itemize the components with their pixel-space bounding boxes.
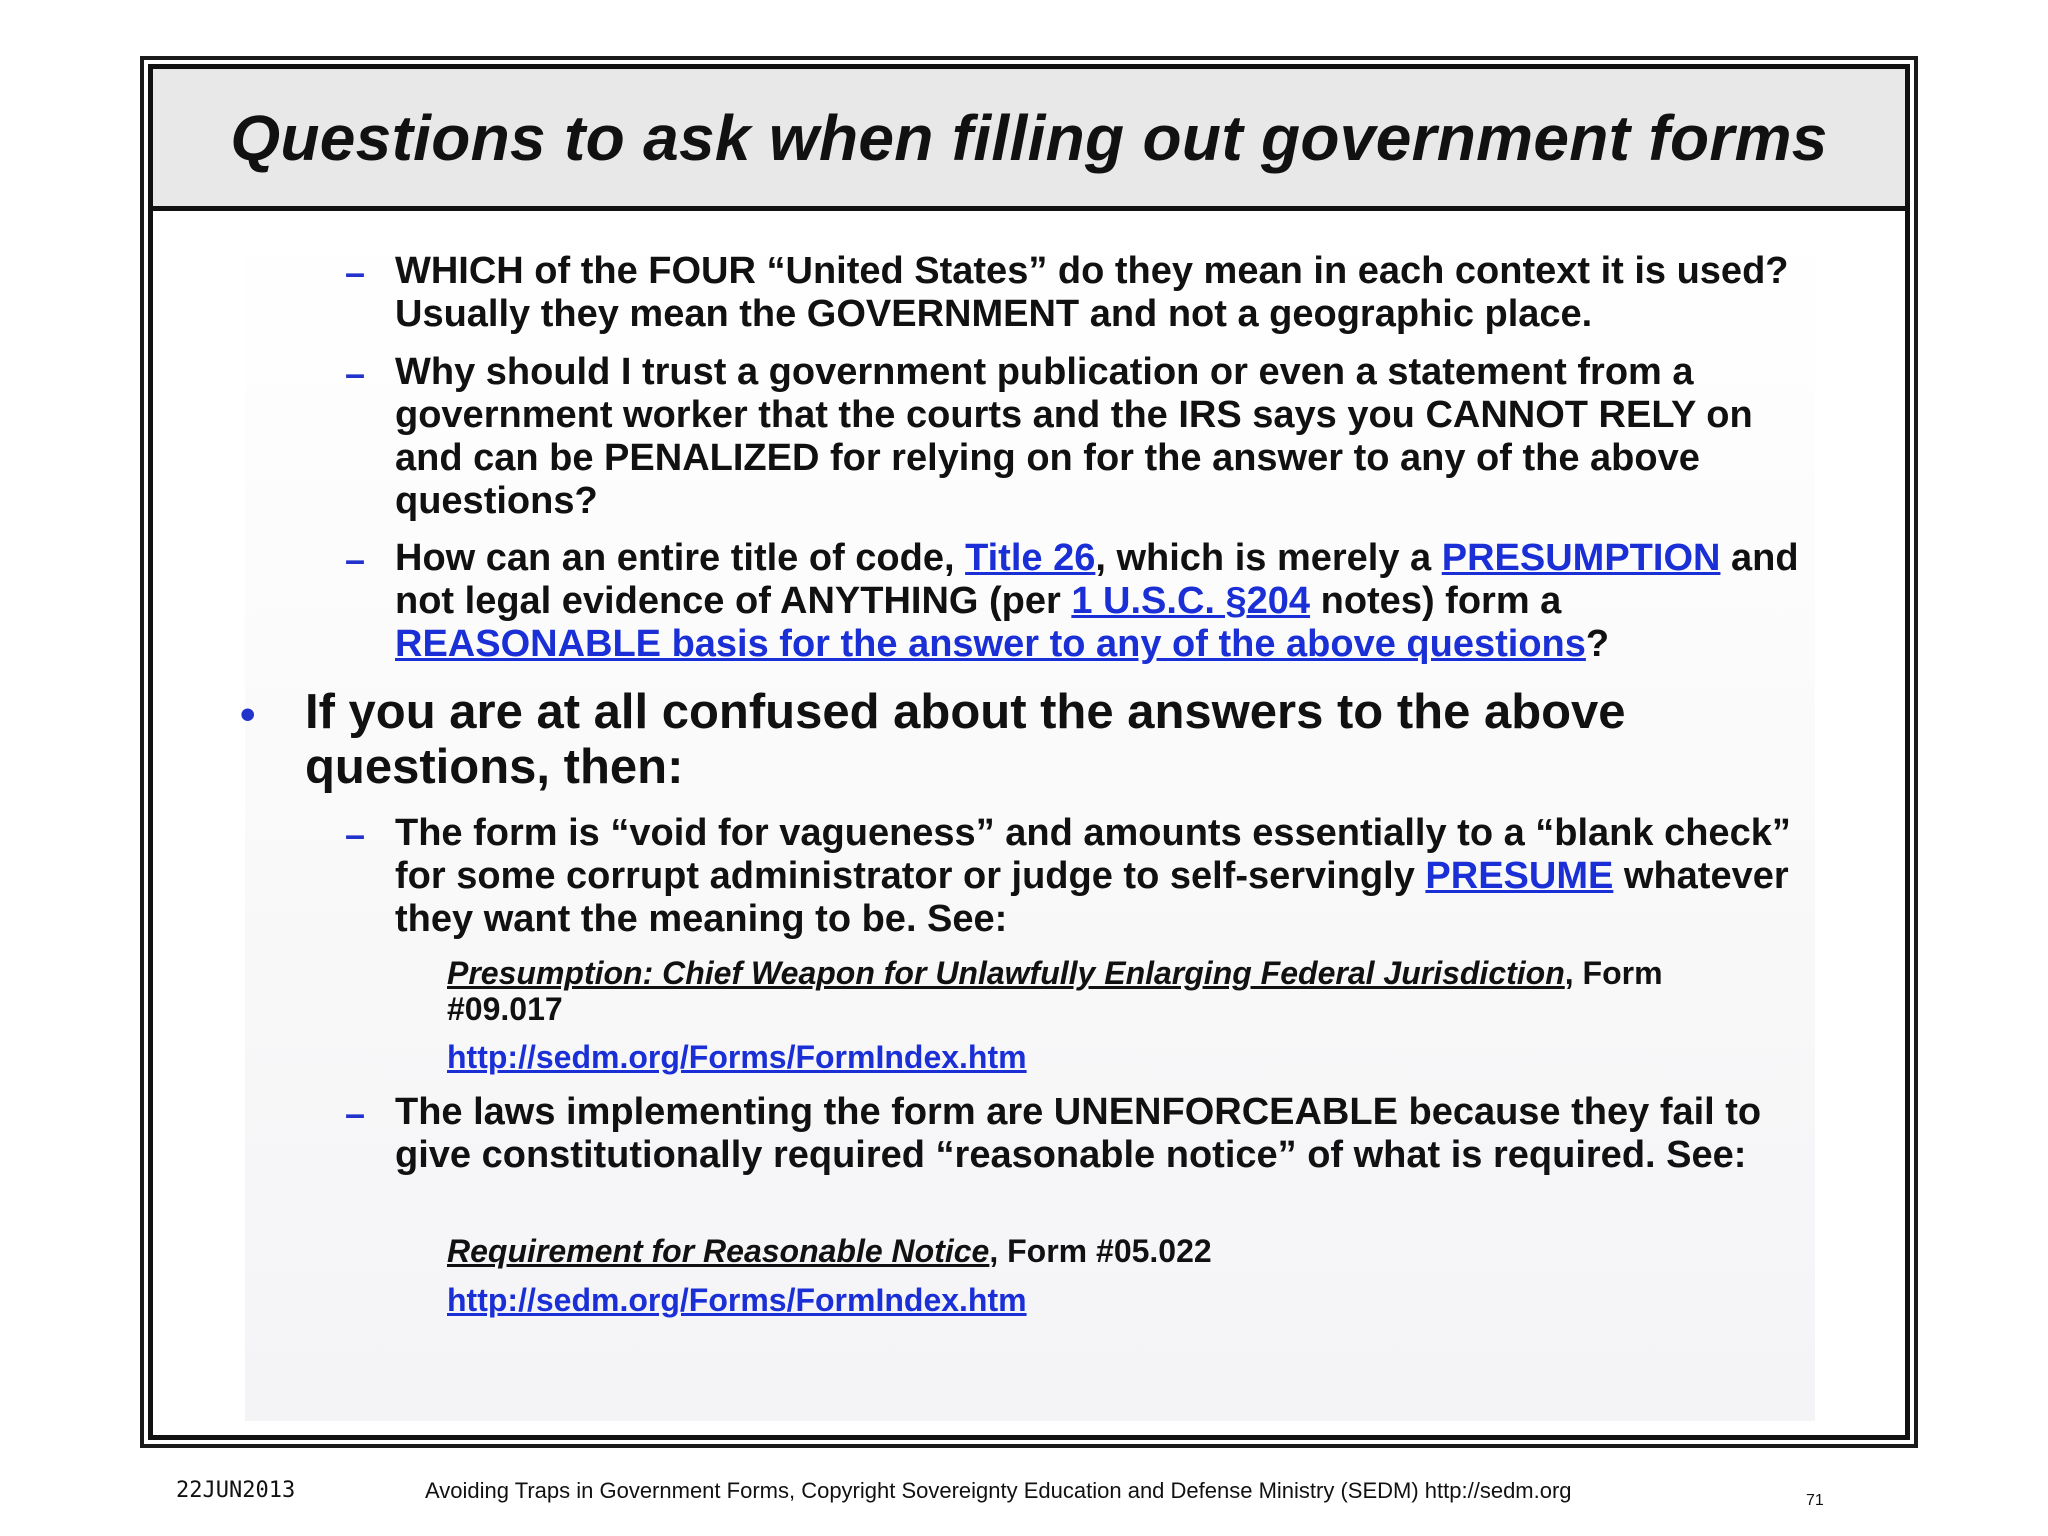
question-title-26-text: ? (1585, 623, 1610, 665)
footer-date: 22JUN2013 (176, 1478, 296, 1503)
question-which-united-states: WHICH of the FOUR “United States” do they mean in each context it is used? Usually they mean the GOVERNMENT and not a geographic place. (395, 250, 1789, 335)
sedm-forms-link[interactable]: http://sedm.org/Forms/FormIndex.htm (447, 1282, 1027, 1318)
dash-bullet: – (345, 539, 366, 580)
presume-link[interactable]: PRESUME (1425, 855, 1614, 897)
dash-bullet: – (345, 1093, 366, 1134)
title-26-link[interactable]: Title 26 (965, 537, 1096, 579)
presumption-link[interactable]: PRESUMPTION (1441, 537, 1721, 579)
question-title-26-text: and not legal evidence of ANYTHING (per (395, 537, 1799, 622)
page-number: 71 (1806, 1492, 1824, 1509)
reference-presumption-url (447, 1039, 1777, 1075)
question-trust-publication: Why should I trust a government publication or even a statement from a government worker that the courts and the IRS says you CANNOT RELY on and can be PENALIZED for relying on for the answer to any of the above questions? (395, 351, 1753, 522)
void-for-vagueness-text: whatever they want the meaning to be. See: (395, 855, 1789, 940)
reference-reasonable-notice-url (447, 1282, 1777, 1318)
reference-presumption-title: Presumption: Chief Weapon for Unlawfully Enlarging Federal Jurisdiction (447, 955, 1565, 991)
reasonable-basis-link[interactable]: REASONABLE basis for the answer to any of the above questions (395, 623, 1586, 665)
reference-presumption-form: , Form #09.017 (447, 955, 1663, 1027)
dash-bullet: – (345, 353, 366, 394)
reference-reasonable-notice-form: , Form #05.022 (989, 1233, 1212, 1269)
reference-reasonable-notice-title: Requirement for Reasonable Notice (447, 1233, 990, 1269)
usc-204-link[interactable]: 1 U.S.C. §204 (1071, 580, 1311, 622)
sedm-forms-link[interactable]: http://sedm.org/Forms/FormIndex.htm (447, 1039, 1027, 1075)
reference-reasonable-notice (447, 1233, 1777, 1269)
question-title-26 (395, 537, 1815, 666)
main-bullet-dot: • (240, 690, 256, 739)
question-title-26-text: How can an entire title of code, (395, 537, 966, 579)
main-bullet-confused: If you are at all confused about the answers to the above questions, then: (305, 685, 1626, 794)
question-title-26-text: notes) form a (1310, 580, 1562, 622)
dash-bullet: – (345, 252, 366, 293)
slide-title: Questions to ask when filling out government forms (230, 101, 1828, 174)
title-bar (153, 69, 1905, 211)
dash-bullet: – (345, 814, 366, 855)
reference-presumption (447, 955, 1777, 1027)
void-for-vagueness-text: The form is “void for vagueness” and amounts essentially to a “blank check” for some corrupt administrator or judge to self-servingly (395, 812, 1791, 897)
unenforceable-item: The laws implementing the form are UNENFORCEABLE because they fail to give constitutionally required “reasonable notice” of what is required. See: (395, 1091, 1762, 1176)
question-title-26-text: , which is merely a (1095, 537, 1442, 579)
footer-copyright: Avoiding Traps in Government Forms, Copyright Sovereignty Education and Defense Ministry (SEDM) http://sedm.org (425, 1478, 1572, 1503)
void-for-vagueness-item (395, 812, 1815, 941)
